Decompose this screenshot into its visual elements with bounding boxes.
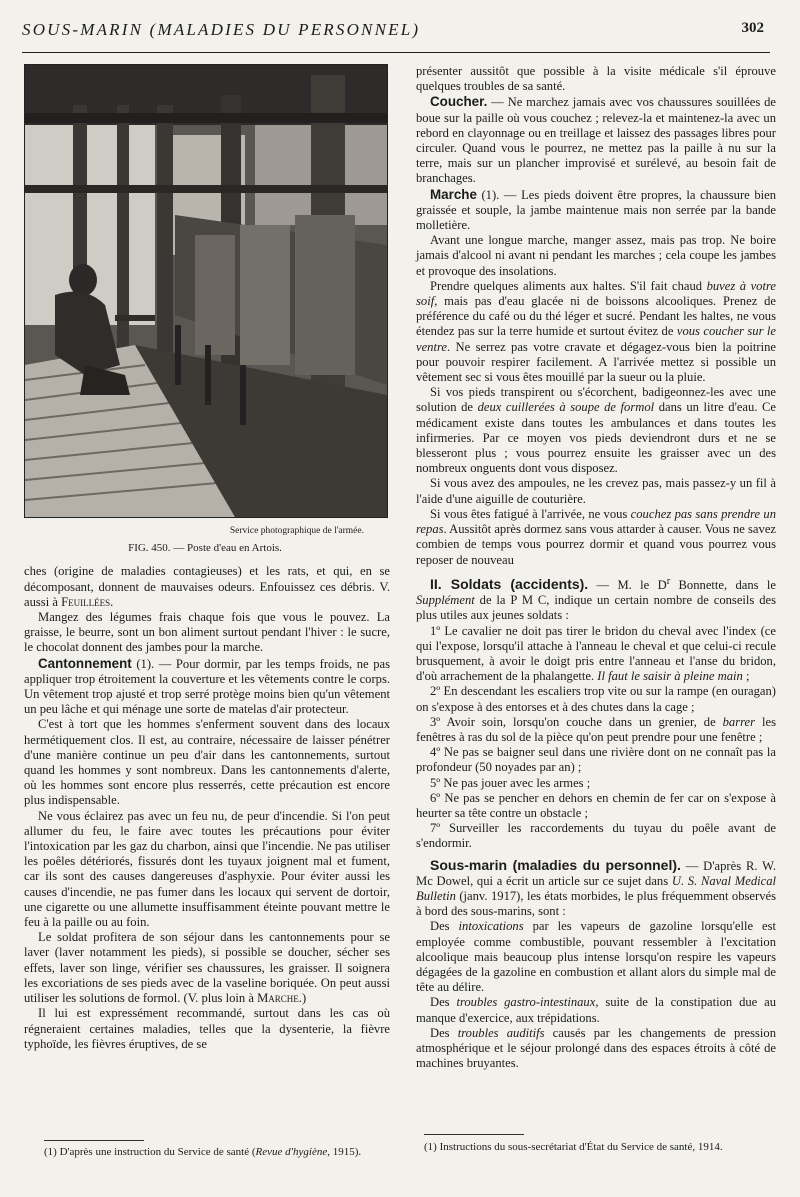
paragraph: Prendre quelques aliments aux haltes. S'il fait chaud buvez à votre soif, mais pas d'eau glacée ni de boissons alcooliques. Prenez de préférence du café ou du thé léger et sucré. Pendant les haltes, ne vous étendez pas sur la terre humide et surtout évitez de vous coucher sur le ventre. Ne serrez pas votre cravate et dégagez-vous bien la poitrine pour pouvoir respirer facilement. A l'arrivée mettez si possible un vêtement sec si vous êtes mouillé par la sueur ou la pluie. xyxy=(416,278,776,385)
left-column xyxy=(24,64,390,1052)
paragraph: C'est à tort que les hommes s'enferment souvent dans des locaux hermétiquement clos. Il est, au contraire, nécessaire de laisser pénétrer d'une manière continue un peu d'air dans les cantonnements, surtout quand les hommes y sont nombreux. Dans les cantonnements d'alerte, où les hommes sont encore plus resserrés, cette précaution est encore plus indispensable. xyxy=(24,717,390,808)
right-column xyxy=(416,64,776,1071)
paragraph: Si vous êtes fatigué à l'arrivée, ne vous couchez pas sans prendre un repas. Aussitôt après dormez sans vous attarder à causer. Vous ne savez combien de temps vous pourrez dormir et quand vous pourrez vous reposer de nouveau xyxy=(416,506,776,567)
list-item: 3º Avoir soin, lorsqu'on couche dans un grenier, de barrer les fenêtres à ras du sol de la pièce qu'on peut prendre pour une fenêtre ; xyxy=(416,714,776,744)
list-item: 1º Le cavalier ne doit pas tirer le bridon du cheval avec l'index (ce qui l'expose, lorsqu'il attache à l'anneau le cheval et que celui-ci recule brusquement, à avoir le doigt pris entre l'anneau et l'anse du bridon, d'où arrachement de la phalangette. Il faut le saisir à pleine main ; xyxy=(416,623,776,684)
section-heading: Sous-marin (maladies du personnel). xyxy=(430,856,681,873)
cross-reference: Marche xyxy=(257,991,299,1006)
paragraph: Cantonnement (1). — Pour dormir, par les temps froids, ne pas appliquer trop étroitement la couverture et les vêtements contre le corps. Un vêtement trop ajusté et trop serré protège moins bien qu'un vêtement un peu lâche et qui ménage une sorte de matelas d'air protecteur. xyxy=(24,655,390,717)
paragraph: Marche (1). — Les pieds doivent être propres, la chaussure bien graissée et souple, la jambe maintenue mais non serrée par la bande molletière. xyxy=(416,186,776,233)
paragraph: Coucher. — Ne marchez jamais avec vos chaussures souillées de boue sur la paille où vous couchez ; relevez-la et maintenez-la avec un rebord en clayonnage ou en treillage et laissez des passages libres pour circuler. Quand vous le pourrez, ne mettez pas la paille à nu sur la terre, mais sur un plancher improvisé et surélevé, au besoin fait de branchages. xyxy=(416,94,776,186)
paragraph: II. Soldats (accidents). — M. le $D^r$ Bonnette, dans le Supplément de la P M C, indique un certain nombre de conseils des plus utiles aux jeunes soldats : xyxy=(416,575,776,623)
paragraph: Le soldat profitera de son séjour dans les cantonnements pour se laver (laver notamment les pieds), si possible se doucher, sécher ses effets, laver son linge, vérifier ses chaussures, les graisser. Il soignera les excoriations de ses pieds avec de la vaseline boriquée. On peut aussi utiliser les solutions de formol. (V. plus loin à Marche.) xyxy=(24,930,390,1006)
paragraph: Des troubles gastro-intestinaux, suite de la constipation due au manque d'exercice, aux trépidations. xyxy=(416,995,776,1025)
section-heading: Cantonnement xyxy=(38,655,132,671)
running-title: SOUS-MARIN (MALADIES DU PERSONNEL) xyxy=(22,20,421,39)
footnote-rule xyxy=(424,1134,524,1135)
section-heading: Coucher. xyxy=(430,94,488,110)
paragraph: Avant une longue marche, manger assez, mais pas trop. Ne boire jamais d'alcool ni avant ni pendant les marches ; cela coupe les jambes et provoque des insolations. xyxy=(416,233,776,278)
water-post-photo xyxy=(24,64,388,518)
cross-reference: Feuillées xyxy=(61,594,111,609)
paragraph: présenter aussitôt que possible à la visite médicale s'il éprouve quelques troubles de sa santé. xyxy=(416,64,776,94)
figure-450 xyxy=(24,64,386,556)
paragraph: Si vous avez des ampoules, ne les crevez pas, mais passez-y un fil à l'aide d'une aiguille de couturière. xyxy=(416,476,776,506)
right-footnote: (1) Instructions du sous-secrétariat d'État du Service de santé, 1914. xyxy=(424,1141,723,1153)
list-item: 7º Surveiller les raccordements du tuyau du poêle avant de s'endormir. xyxy=(416,821,776,851)
figure-caption: FIG. 450. — Poste d'eau en Artois. xyxy=(128,542,282,555)
list-item: 4º Ne pas se baigner seul dans une rivière dont on ne connaît pas la profondeur (50 noyades par an) ; xyxy=(416,745,776,775)
left-footnote: (1) D'après une instruction du Service de santé (Revue d'hygiène, 1915). xyxy=(44,1146,362,1158)
paragraph: Des troubles auditifs causés par les changements de pression atmosphérique et le séjour prolongé dans des espaces étroits à côté de machines bruyantes. xyxy=(416,1025,777,1071)
paragraph: Si vos pieds transpirent ou s'écorchent, badigeonnez-les avec une solution de deux cuillerées à soupe de formol dans un litre d'eau. Ce médicament existe dans toutes les ambulances et dans toutes les infirmeries. Par ce moyen vos pieds deviendront durs et ne se blesseront plus ; vous pourrez ensuite les graisser avec un des nombreux onguents dont vous disposez. xyxy=(416,385,776,476)
page-number: 302 xyxy=(741,20,764,36)
list-item: 5º Ne pas jouer avec les armes ; xyxy=(430,775,591,790)
paragraph: Il lui est expressément recommandé, surtout dans les cas où régneraient certaines maladies, telles que la dysenterie, la fièvre typhoïde, les fièvres éruptives, de se xyxy=(24,1006,390,1051)
list-item: 6º Ne pas se pencher en dehors en chemin de fer car on s'expose à heurter sa tête contre un obstacle ; xyxy=(416,790,776,820)
paragraph: Ne vous éclairez pas avec un feu nu, de peur d'incendie. Si l'on peut allumer du feu, le faire avec toutes les précautions pour éviter l'intoxication par les gaz du charbon, ainsi que l'incendie. Ne pas utiliser les poêles détériorés, fissurés dont les tuyaux joignent mal et fument, car ils sont des causes dangereuses d'asphyxie. Pour éviter aussi les causes d'incendie, ne pas fumer dans les locaux qui servent de dortoir, une cigarette ou une allumette insuffisamment éteinte pouvant mettre le feu à la paille ou au foin. xyxy=(24,808,390,930)
paragraph: Des intoxications par les vapeurs de gazoline lorsqu'elle est employée comme combustible, pouvant ressembler à l'excitation alcoolique mais beaucoup plus intense lorsqu'on respire les vapeurs dégagées de la gazoline en combustion et allant alors du simple mal de tête au délire. xyxy=(416,919,776,995)
section-heading: II. Soldats (accidents). xyxy=(430,575,589,592)
running-header xyxy=(22,18,770,53)
footnote-rule xyxy=(44,1140,144,1141)
paragraph: ches (origine de maladies contagieuses) et les rats, et qui, en se décomposant, donnent de mauvaises odeurs. Enfouissez ces débris. V. aussi à Feuillées. xyxy=(24,564,390,609)
list-item: 2º En descendant les escaliers trop vite ou sur la rampe (en ouragan) on s'expose à des entorses et à des chutes dans la cage ; xyxy=(416,684,776,714)
paragraph: Mangez des légumes frais chaque fois que vous le pouvez. La graisse, le beurre, sont un bon aliment surtout pendant l'hiver : le sucre, le chocolat donnent des jambes pour la marche. xyxy=(24,610,390,655)
paragraph: Sous-marin (maladies du personnel). — D'après R. W. Mc Dowel, qui a écrit un article sur ce sujet dans U. S. Naval Medical Bulletin (janv. 1917), les états morbides, le plus fréquemment observés à bord des sous-marins, sont : xyxy=(416,856,776,919)
section-heading: Marche xyxy=(430,186,477,202)
photo-credit: Service photographique de l'armée. xyxy=(229,526,364,536)
